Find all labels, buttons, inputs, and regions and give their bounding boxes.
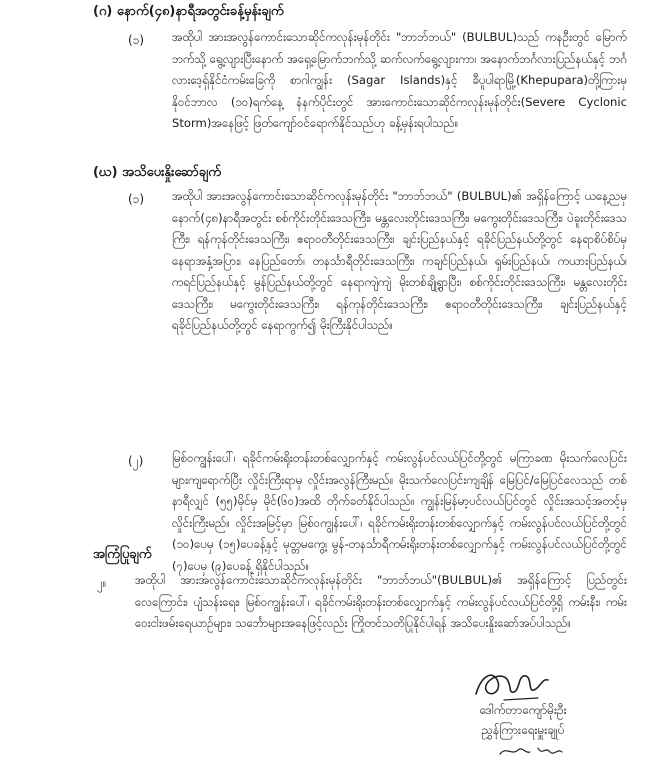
section-d-item-1-number: (၁): [128, 192, 145, 206]
section-d-item-2-number: (၂): [128, 454, 144, 468]
section-d-heading: (ဃ) အသိပေးနှိုးဆော်ချက်: [93, 165, 221, 180]
section-c-item-1-number: (၁): [128, 33, 145, 47]
section-c-item-1-text: အထိုပါ အားအလွန်ကောင်းသောဆိုင်ကလုန်းမုန်တိုင်း "ဘာဘ်ဘယ်" (BULBUL)သည် ကနဦးတွင် မြောက်ဘက်သို့ ရွေ့လျားပြီးနောက် အရှေ့မြောက်ဘက်သို့ ဆက်လက်ရွေ့လျားကာ၊ အနောက်ဘင်္ဂလားပြည်နယ်နှင့် ဘင်္ဂလားဒေ့ရှ်နိုင်ငံကမ်းခြေကို စာဂါကျွန်း (Sagar Islands)နှင့် ခီပူပါရာမြို့(Khepupara)တို့ကြားမှ နိုဝင်ဘာလ (၁၀)ရက်နေ့ နံနက်ပိုင်းတွင် အားကောင်းသောဆိုင်ကလုန်းမုန်တိုင်း(Severe Cyclonic Storm)အနေဖြင့် ဖြတ်ကျော်ဝင်ရောက်နိုင်သည်ဟု ခန့်မှန်းရပါသည်။: [172, 30, 627, 130]
signatory-name: ဒေါက်တာကျော်မိုးဦး: [479, 703, 567, 717]
section-c-heading: (ဂ) နောက်(၄၈)နာရီအတွင်းခန့်မှန်းချက်: [93, 4, 284, 19]
signatory-block: [438, 700, 608, 740]
section-d-item-2-text: မြစ်ဝကျွန်းပေါ်၊ ရခိုင်ကမ်းရိုးတန်းတစ်လျှောက်နှင့် ကမ်းလွန်ပင်လယ်ပြင်တို့တွင် မကြာခဏ မိုးသက်လေပြင်းများကျရောက်ပြီး လှိုင်းကြီးရာမှ လှိုင်းအလွန်ကြီးမည်။ မိုးသက်လေပြင်းကျချိန် မြေပြင်/မြေပြင်လေသည် တစ်နာရီလျှင် (၅၅)မိုင်မှ မိုင်(၆၀)အထိ တိုက်ခတ်နိုင်ပါသည်။ ကျွန်းမြန်မာ့ပင်လယ်ပြင်တွင် လှိုင်းအသင့်အတင့်မှ လှိုင်းကြီးမည်။ လှိုင်းအမြင့်မှာ မြစ်ဝကျွန်းပေါ်၊ ရခိုင်ကမ်းရိုးတန်းတစ်လျှောက်နှင့် ကမ်းလွန်ပင်လယ်ပြင်တို့တွင် (၁၀)ပေမှ (၁၅)ပေခန့်နှင့် မုတ္တမကွေ့၊ မွန်-တနင်္သာရီကမ်းရိုးတန်းတစ်လျှောက်နှင့် ကမ်းလွန်ပင်လယ်ပြင်တို့တွင် (၇)ပေမှ (၉)ပေခန့် ရှိနိုင်ပါသည်။: [172, 451, 627, 573]
advice-number: ၂။: [97, 576, 107, 590]
handwritten-initials: [496, 742, 566, 760]
advice-text: အထိုပါ အားအလွန်ကောင်းသောဆိုင်ကလုန်းမုန်တိုင်း "ဘာဘ်ဘယ်"(BULBUL)၏ အရှိန်ကြောင့် ပြည်တွင်းလေကြောင်း၊ ပျံသန်းရေး၊ မြစ်ဝကျွန်းပေါ်၊ ရခိုင်ကမ်းရိုးတန်းတစ်လျှောက်နှင့် ကမ်းလွန်ပင်လယ်ပြင်တို့ရှိ ကမ်းနီး၊ ကမ်းဝေးငါးဖမ်းရေယာဉ်များ၊ သင်္ဘောများအနေဖြင့်လည်း ကြိုတင်သတိပြုနိုင်ပါရန် အသိပေးနှိုးဆော်အပ်ပါသည်။: [135, 573, 627, 630]
section-d-item-1-text: အထိုပါ အားအလွန်ကောင်းသောဆိုင်ကလုန်းမုန်တိုင်း "ဘာဘ်ဘယ်" (BULBUL)၏ အရှိန်ကြောင့် ယနေ့ညမှ နောက်(၄၈)နာရီအတွင်း စစ်ကိုင်းတိုင်းဒေသကြီး၊ မန္တလေးတိုင်းဒေသကြီး၊ မကွေးတိုင်းဒေသကြီး၊ ပဲခူးတိုင်းဒေသကြီး၊ ရန်ကုန်တိုင်းဒေသကြီး၊ ဧရာဝတီတိုင်းဒေသကြီး၊ ချင်းပြည်နယ်နှင့် ရခိုင်ပြည်နယ်တို့တွင် နေရာစိပ်စိပ်မှ နေရာအနှံ့အပြား၊ နေပြည်တော်၊ တနင်္သာရီတိုင်းဒေသကြီး၊ ကချင်ပြည်နယ်၊ ရှမ်းပြည်နယ်၊ ကယားပြည်နယ်၊ ကရင်ပြည်နယ်နှင့် မွန်ပြည်နယ်တို့တွင် နေရာကျဲကျဲ မိုးတစ်ချို့ရွာပြီး၊ စစ်ကိုင်းတိုင်းဒေသကြီး၊ မန္တလေးတိုင်းဒေသကြီး၊ မကွေးတိုင်းဒေသကြီး၊ ရန်ကုန်တိုင်းဒေသကြီး၊ ဧရာဝတီတိုင်းဒေသကြီး၊ ချင်းပြည်နယ်နှင့် ရခိုင်ပြည်နယ်တို့တွင် နေရာကွက်၍ မိုးကြီးနိုင်ပါသည်။: [172, 189, 627, 332]
advice-heading: အကြံပြုချက်: [93, 547, 152, 562]
signatory-title: ညွှန်ကြားရေးမှူးချုပ်: [481, 723, 565, 737]
